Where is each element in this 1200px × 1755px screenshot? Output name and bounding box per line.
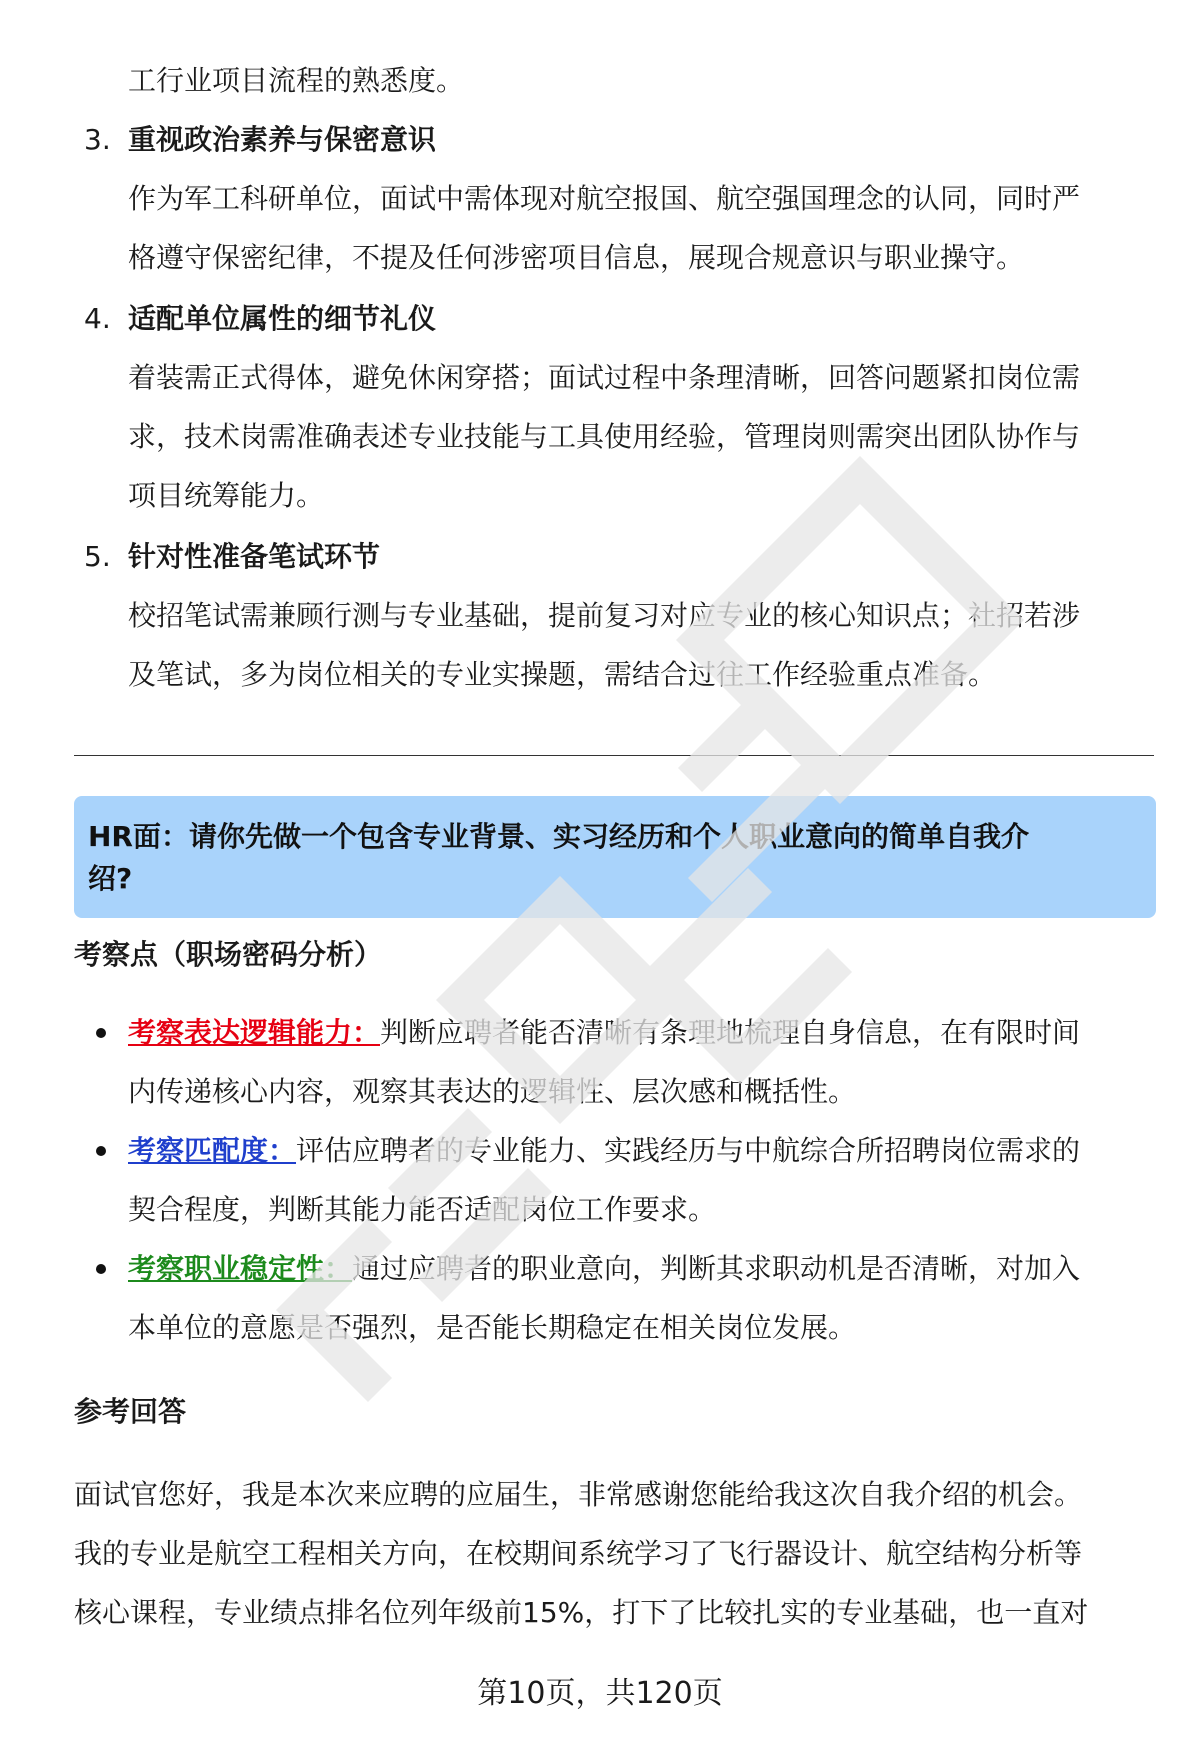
assessment-list <box>74 1003 1154 1357</box>
section-divider <box>74 755 1154 756</box>
item-title: 适配单位属性的细节礼仪 <box>128 302 437 335</box>
bullet-dot-icon <box>96 1264 106 1274</box>
item-number: 3. <box>84 123 111 156</box>
item-text-line: 校招笔试需兼顾行测与专业基础，提前复习对应专业的核心知识点；社招若涉 <box>128 599 1081 632</box>
bullet-dot-icon <box>96 1146 106 1156</box>
bullet-text: 内传递核心内容，观察其表达的逻辑性、层次感和概括性。 <box>128 1075 857 1108</box>
numbered-item-3 <box>74 110 1154 287</box>
list-item <box>74 1003 1154 1121</box>
numbered-item-5 <box>74 527 1154 704</box>
continuation-line: 工行业项目流程的熟悉度。 <box>128 64 465 97</box>
answer-line: 面试官您好，我是本次来应聘的应届生，非常感谢您能给我这次自我介绍的机会。 <box>74 1478 1083 1511</box>
answer-title: 参考回答 <box>74 1395 187 1428</box>
bullet-dot-icon <box>96 1028 106 1038</box>
keyword-match: 考察匹配度： <box>128 1134 297 1167</box>
bullet-text: 评估应聘者的专业能力、实践经历与中航综合所招聘岗位需求的 <box>296 1134 1081 1167</box>
item-text-line: 着装需正式得体，避免休闲穿搭；面试过程中条理清晰，回答问题紧扣岗位需 <box>128 361 1081 394</box>
item-title: 重视政治素养与保密意识 <box>128 123 437 156</box>
question-line: HR面：请你先做一个包含专业背景、实习经历和个人职业意向的简单自我介 <box>88 820 1029 853</box>
bullet-text: 契合程度，判断其能力能否适配岗位工作要求。 <box>128 1193 717 1226</box>
bullet-text: 本单位的意愿是否强烈，是否能长期稳定在相关岗位发展。 <box>128 1311 857 1344</box>
item-number: 5. <box>84 540 111 573</box>
bullet-text: 判断应聘者能否清晰有条理地梳理自身信息，在有限时间 <box>380 1016 1081 1049</box>
item-number: 4. <box>84 302 111 335</box>
item-heading <box>74 289 1154 348</box>
keyword-expression-logic: 考察表达逻辑能力： <box>128 1016 381 1049</box>
numbered-item-4 <box>74 289 1154 525</box>
item-text-line: 求，技术岗需准确表述专业技能与工具使用经验，管理岗则需突出团队协作与 <box>128 420 1081 453</box>
answer-body <box>74 1465 1164 1642</box>
item-heading <box>74 110 1154 169</box>
bullet-text: 通过应聘者的职业意向，判断其求职动机是否清晰，对加入 <box>352 1252 1081 1285</box>
list-item <box>74 1121 1154 1239</box>
page-footer: 第10页，共120页 <box>477 1676 723 1711</box>
item-text-line: 作为军工科研单位，面试中需体现对航空报国、航空强国理念的认同，同时严 <box>128 182 1081 215</box>
item-text-line: 格遵守保密纪律，不提及任何涉密项目信息，展现合规意识与职业操守。 <box>128 241 1025 274</box>
item-title: 针对性准备笔试环节 <box>128 540 381 573</box>
item-heading <box>74 527 1154 586</box>
answer-line: 核心课程，专业绩点排名位列年级前15%，打下了比较扎实的专业基础，也一直对 <box>74 1596 1089 1629</box>
keyword-stability: 考察职业稳定性： <box>128 1252 353 1285</box>
question-line: 绍? <box>88 862 133 895</box>
answer-line: 我的专业是航空工程相关方向，在校期间系统学习了飞行器设计、航空结构分析等 <box>74 1537 1083 1570</box>
question-box <box>74 796 1156 918</box>
item-text-line: 项目统筹能力。 <box>128 479 325 512</box>
item-text-line: 及笔试，多为岗位相关的专业实操题，需结合过往工作经验重点准备。 <box>128 658 997 691</box>
list-item <box>74 1239 1154 1357</box>
assessment-title: 考察点（职场密码分析） <box>74 938 383 971</box>
